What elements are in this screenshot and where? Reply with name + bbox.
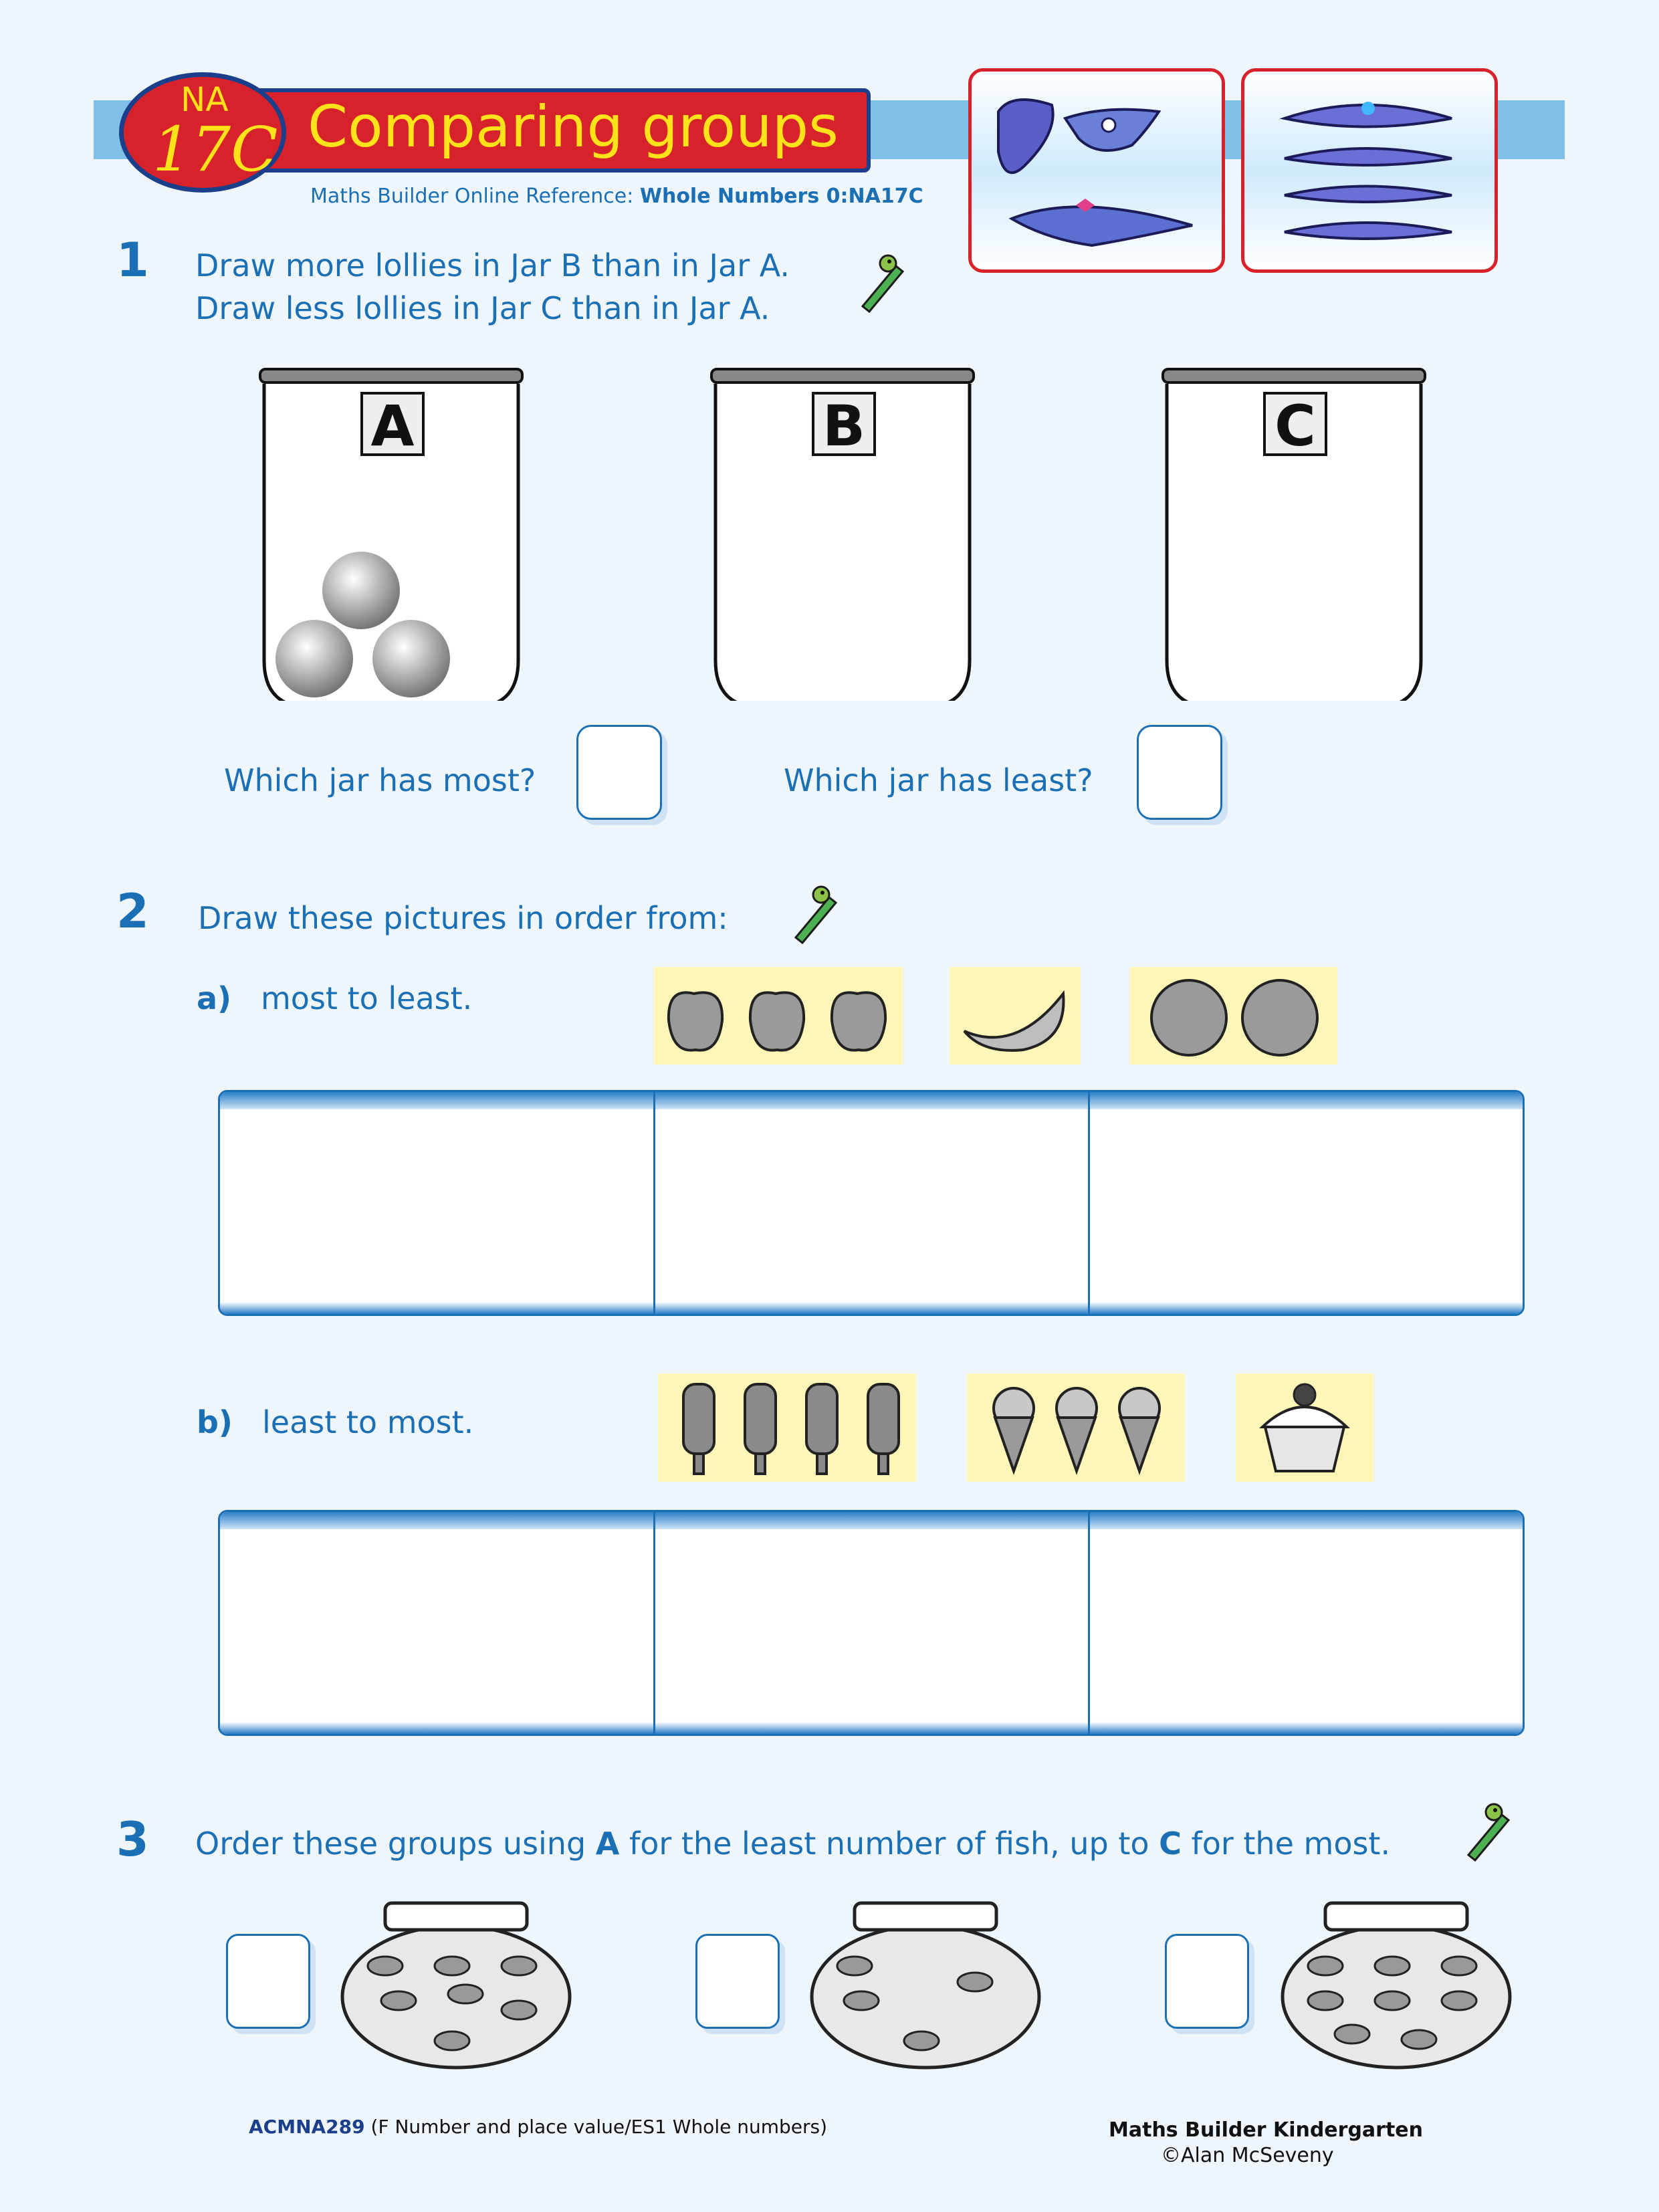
pencil-worm-icon	[789, 884, 843, 944]
badge-strand: NA	[181, 80, 229, 119]
part-a-text: most to least.	[261, 980, 473, 1016]
most-answer-box[interactable]	[576, 725, 662, 820]
apple-icon	[654, 967, 903, 1065]
q1-instruction-line-2: Draw less lollies in Jar C than in Jar A.	[195, 290, 770, 326]
reference-prefix: Maths Builder Online Reference:	[310, 185, 640, 208]
fish-bowl-3	[1279, 1896, 1514, 2070]
curriculum-code-desc: (F Number and place value/ES1 Whole numbers)	[364, 2116, 828, 2138]
fish-bowl-2	[808, 1896, 1043, 2070]
most-question: Which jar has most?	[224, 762, 536, 798]
q3-text-part-3: for the most.	[1181, 1826, 1391, 1862]
bowl-3-answer-box[interactable]	[1165, 1934, 1249, 2029]
oranges-group	[1130, 967, 1337, 1065]
pencil-worm-icon	[1462, 1801, 1515, 1862]
bowl-1-answer-box[interactable]	[226, 1934, 310, 2029]
cupcake-icon	[1236, 1373, 1373, 1482]
fish-bowl-1	[338, 1896, 574, 2070]
reference-value: Whole Numbers 0:NA17C	[639, 185, 923, 208]
most-to-least-slot-2[interactable]	[654, 1110, 1086, 1304]
least-answer-box[interactable]	[1137, 725, 1222, 820]
q3-text-part-1: Order these groups using	[195, 1826, 596, 1862]
least-question: Which jar has least?	[784, 762, 1093, 798]
q3-instruction	[195, 1826, 1390, 1862]
stingray-row-illustration-icon	[1244, 72, 1495, 269]
banana-icon	[950, 967, 1081, 1065]
q2-instruction: Draw these pictures in order from:	[198, 900, 728, 936]
least-to-most-slot-3[interactable]	[1089, 1530, 1521, 1724]
ice-creams-group	[967, 1373, 1185, 1482]
cupcake-group	[1236, 1373, 1373, 1482]
q3-letter-c: C	[1159, 1826, 1182, 1862]
curriculum-code	[249, 2116, 827, 2138]
question-1-number: 1	[116, 233, 149, 288]
ice-blocks-group	[658, 1373, 916, 1482]
stingray-picture-group-1	[968, 68, 1225, 273]
ice-block-icon	[658, 1373, 916, 1482]
copyright: ©Alan McSeveny	[1161, 2144, 1334, 2167]
jar-a	[257, 366, 525, 701]
stingray-picture-group-2	[1241, 68, 1498, 273]
badge-code: 17C	[152, 114, 278, 185]
q3-text-part-2: for the least number of fish, up to	[619, 1826, 1159, 1862]
least-to-most-slot-2[interactable]	[654, 1530, 1086, 1724]
stingray-illustration-icon	[972, 72, 1222, 269]
bowl-2-answer-box[interactable]	[695, 1934, 780, 2029]
jar-a-label: A	[370, 393, 415, 459]
most-to-least-slot-1[interactable]	[221, 1110, 653, 1304]
curriculum-code-id: ACMNA289	[249, 2116, 365, 2138]
most-to-least-slot-3[interactable]	[1089, 1110, 1521, 1304]
q3-letter-a: A	[595, 1826, 620, 1862]
q1-instruction-line-1: Draw more lollies in Jar B than in Jar A.	[195, 247, 790, 284]
orange-icon	[1130, 967, 1337, 1065]
question-2-number: 2	[116, 884, 149, 939]
book-title: Maths Builder Kindergarten	[1109, 2118, 1424, 2142]
jar-b	[709, 366, 976, 701]
jar-c-label: C	[1275, 393, 1316, 459]
online-reference	[310, 185, 923, 208]
least-to-most-slot-1[interactable]	[221, 1530, 653, 1724]
banana-group	[950, 967, 1081, 1065]
page-title: Comparing groups	[308, 94, 839, 160]
part-b-label: b)	[197, 1404, 233, 1440]
jar-b-label: B	[822, 393, 866, 459]
ice-cream-cone-icon	[967, 1373, 1185, 1482]
apples-group	[654, 967, 903, 1065]
question-3-number: 3	[116, 1812, 149, 1867]
jar-c	[1160, 366, 1428, 701]
part-a-label: a)	[197, 980, 232, 1016]
part-b-text: least to most.	[262, 1404, 474, 1440]
pencil-worm-icon	[856, 253, 909, 313]
